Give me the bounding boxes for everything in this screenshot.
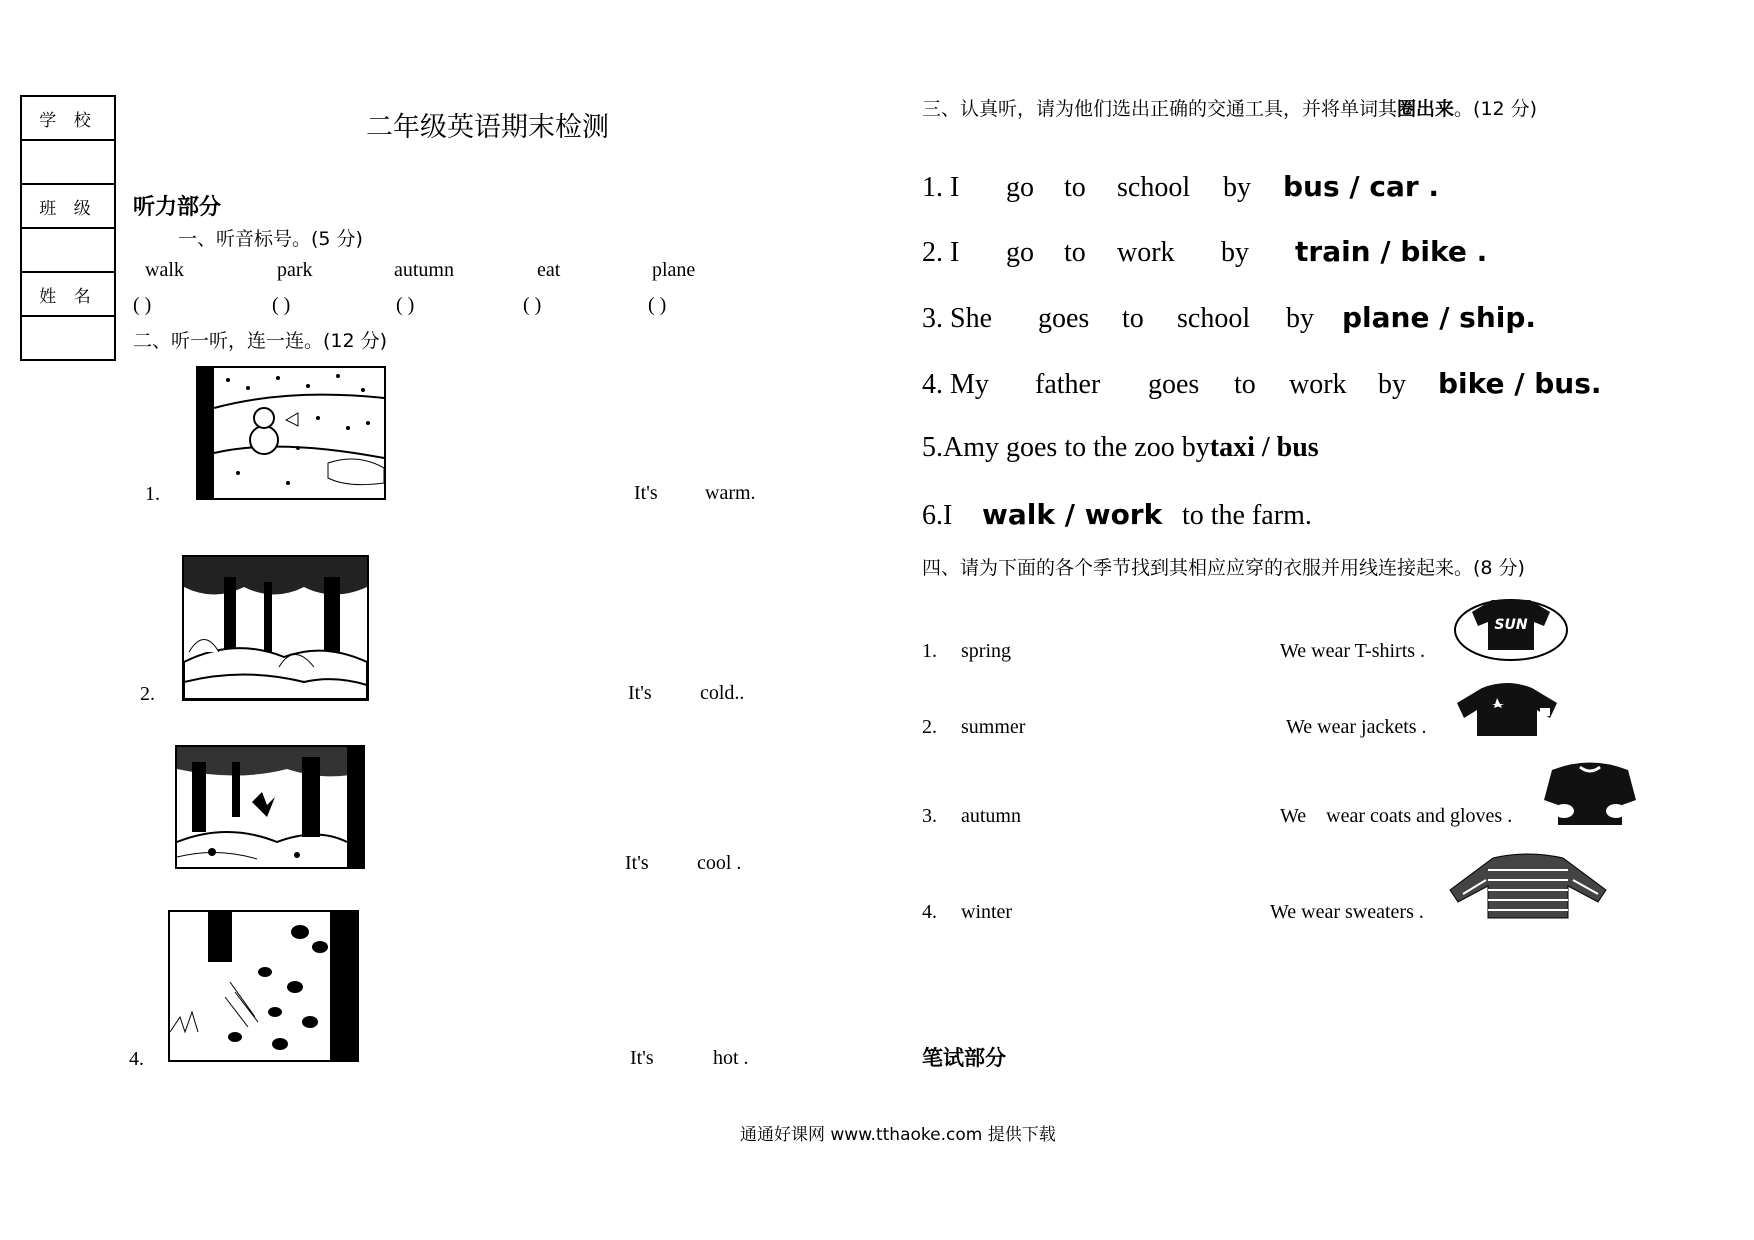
picture-number: 2. [140,683,155,705]
answer-blank[interactable]: ( ) [272,294,291,316]
school-field[interactable] [22,141,114,185]
part1-word: autumn [394,259,454,281]
class-label: 班 级 [22,185,114,229]
transport-line-5: 5.Amy goes to the zoo bytaxi / bus [922,432,1319,463]
season-number: 1. [922,640,937,662]
part3-instruction: 三、认真听，请为他们选出正确的交通工具，并将单词其圈出来。(12 分) [922,98,1538,120]
picture-number: 4. [129,1048,144,1070]
its-label: It's [625,852,649,874]
summer-picture [168,910,359,1062]
name-field[interactable] [22,317,114,359]
part1-word: eat [537,259,561,281]
snowman-picture [196,366,386,500]
part1-word: plane [652,259,696,281]
season-number: 3. [922,805,937,827]
transport-choice[interactable]: bus / car . [1283,170,1440,203]
weather-cold: cold.. [700,682,745,704]
part4-instruction: 四、请为下面的各个季节找到其相应应穿的衣服并用线连接起来。(8 分) [922,557,1525,579]
transport-choice[interactable]: taxi / bus [1209,432,1319,463]
season-number: 4. [922,901,937,923]
coat-picture [1542,755,1638,827]
name-label: 姓 名 [22,273,114,317]
transport-line-6: 6.I walk / work to the farm. [922,498,1312,531]
part1-word: walk [145,259,184,281]
student-info-table [20,95,116,361]
jacket-picture [1452,678,1562,740]
transport-choice[interactable]: plane / ship. [1342,301,1537,334]
sweater-picture [1448,850,1608,920]
picture-number: 1. [145,483,160,505]
answer-blank[interactable]: ( ) [396,294,415,316]
season-summer[interactable]: summer [961,716,1026,738]
part2-instruction: 二、听一听，连一连。(12 分) [133,330,388,352]
answer-blank[interactable]: ( ) [133,294,152,316]
its-label: It's [634,482,658,504]
its-label: It's [628,682,652,704]
tshirt-picture [1452,592,1570,662]
transport-line-1: 1. I go to school by bus / car . [922,170,1440,203]
answer-blank[interactable]: ( ) [648,294,667,316]
tshirt-logo: SUN [1494,617,1528,633]
season-winter[interactable]: winter [961,901,1013,923]
clothes-sweaters[interactable]: We wear sweaters . [1270,901,1424,923]
class-field[interactable] [22,229,114,273]
listening-heading: 听力部分 [133,195,222,220]
weather-hot: hot . [713,1047,749,1069]
weather-warm: warm. [705,482,756,504]
part1-instruction: 一、听音标号。(5 分) [178,228,363,250]
page-title: 二年级英语期末检测 [366,112,609,143]
part1-word: park [277,259,313,281]
transport-line-3: 3. She goes to school by plane / ship. [922,301,1537,334]
action-choice[interactable]: walk / work [982,498,1163,531]
transport-choice[interactable]: train / bike . [1295,235,1488,268]
written-heading: 笔试部分 [922,1046,1006,1070]
transport-choice[interactable]: bike / bus. [1438,367,1602,400]
school-label: 学 校 [22,97,114,141]
forest-picture [182,555,369,701]
season-autumn[interactable]: autumn [961,805,1021,827]
clothes-jackets[interactable]: We wear jackets . [1286,716,1427,738]
transport-line-2: 2. I go to work by train / bike . [922,235,1488,268]
clothes-coats[interactable]: We wear coats and gloves . [1280,805,1513,827]
season-number: 2. [922,716,937,738]
transport-line-4: 4. My father goes to work by bike / bus. [922,367,1602,400]
weather-cool: cool . [697,852,742,874]
answer-blank[interactable]: ( ) [523,294,542,316]
clothes-tshirts[interactable]: We wear T-shirts . [1280,640,1426,662]
footer-credit: 通通好课网 www.tthaoke.com 提供下载 [740,1125,1056,1145]
season-spring[interactable]: spring [961,640,1011,662]
its-label: It's [630,1047,654,1069]
garden-picture [175,745,365,869]
